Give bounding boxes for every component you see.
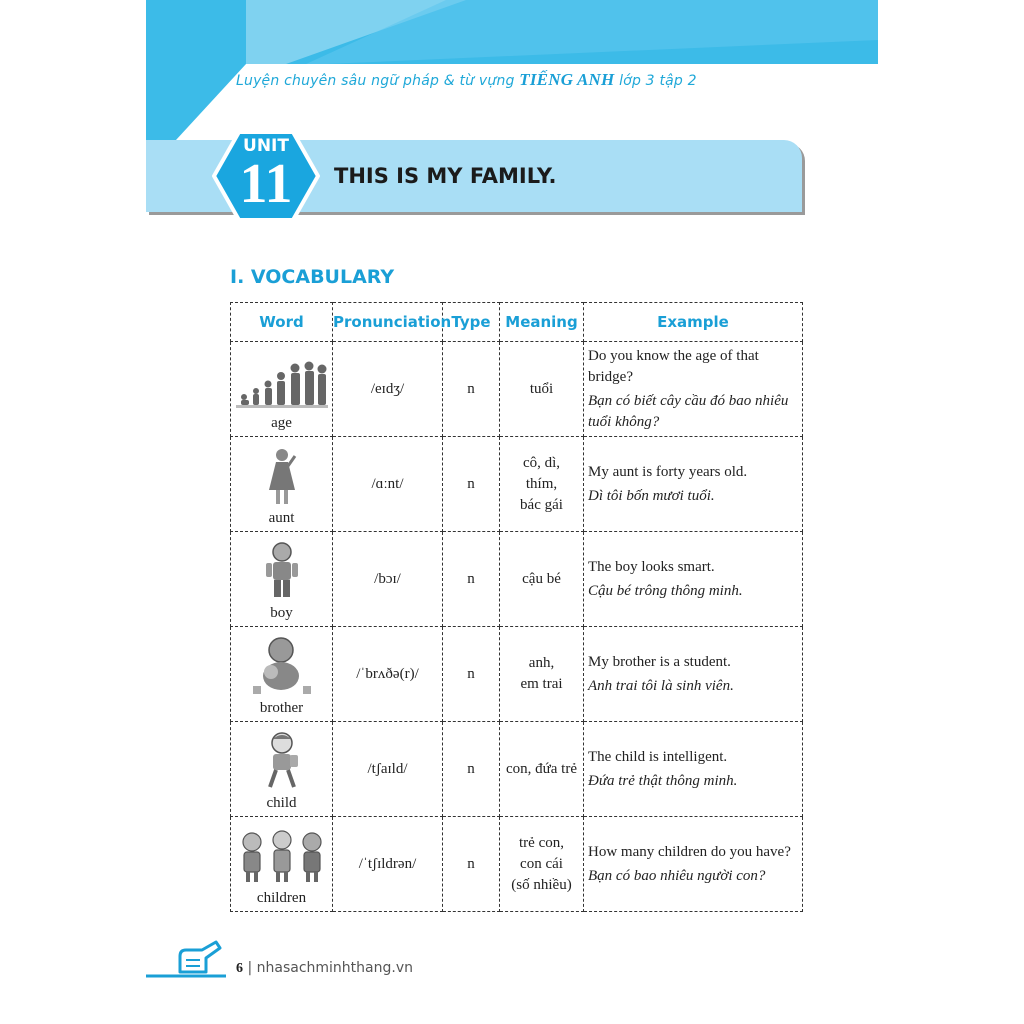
unit-title: THIS IS MY FAMILY. xyxy=(334,164,557,188)
type-cell: n xyxy=(443,437,500,532)
pronunciation-cell: /ˈbrʌðə(r)/ xyxy=(333,627,443,722)
table-row xyxy=(231,817,803,912)
table-row xyxy=(231,437,803,532)
example-vietnamese: Bạn có biết cây cầu đó bao nhiêu tuổi không? xyxy=(588,392,789,430)
example-vietnamese: Cậu bé trông thông minh. xyxy=(588,582,743,599)
example-vietnamese: Bạn có bao nhiêu người con? xyxy=(588,867,766,884)
table-row xyxy=(231,532,803,627)
series-prefix: Luyện chuyên sâu ngữ pháp & từ vựng xyxy=(236,73,515,89)
type-cell: n xyxy=(443,627,500,722)
word-label: brother xyxy=(259,699,304,716)
example-english: Do you know the age of that bridge? xyxy=(588,347,759,385)
vocabulary-table xyxy=(230,302,803,912)
meaning-line: cô, dì, xyxy=(522,454,561,471)
meaning-line: cậu bé xyxy=(522,570,561,587)
meaning-line: anh, xyxy=(528,655,555,671)
pronunciation-cell: /ˈtʃɪldrən/ xyxy=(333,817,443,912)
word-label: boy xyxy=(270,604,293,621)
children-icon xyxy=(236,826,328,888)
section-title: I. VOCABULARY xyxy=(230,266,395,288)
word-label: children xyxy=(256,889,307,906)
example-vietnamese: Anh trai tôi là sinh viên. xyxy=(588,677,734,694)
word-cell xyxy=(231,722,333,817)
example-cell xyxy=(584,722,803,817)
series-emph: TIẾNG ANH xyxy=(519,70,615,89)
age-icon xyxy=(236,351,328,413)
page-number: 6 xyxy=(236,961,243,976)
meaning-line: em trai xyxy=(520,676,563,692)
meaning-line: (số nhiều) xyxy=(511,876,572,893)
word-cell xyxy=(231,437,333,532)
example-english: How many children do you have? xyxy=(588,843,791,860)
meaning-cell xyxy=(500,342,584,437)
type-cell: n xyxy=(443,817,500,912)
header-meaning: Meaning xyxy=(500,303,584,342)
type-cell: n xyxy=(443,532,500,627)
meaning-cell xyxy=(500,532,584,627)
meaning-line: bác gái xyxy=(520,496,563,513)
aunt-icon xyxy=(262,446,302,508)
unit-label: UNIT xyxy=(243,136,289,156)
footer-separator: | xyxy=(247,960,253,976)
header-pronunciation: Pronunciation xyxy=(333,303,443,342)
page-footer xyxy=(236,960,413,977)
example-cell xyxy=(584,532,803,627)
meaning-cell xyxy=(500,437,584,532)
meaning-line: trẻ con, xyxy=(519,834,564,851)
type-cell: n xyxy=(443,722,500,817)
meaning-line: tuổi xyxy=(529,380,554,397)
header-example: Example xyxy=(584,303,803,342)
writing-hand-icon xyxy=(146,940,226,980)
example-cell xyxy=(584,437,803,532)
example-english: My brother is a student. xyxy=(588,653,731,670)
meaning-line: thím, xyxy=(525,475,558,492)
header-word: Word xyxy=(231,303,333,342)
word-label: child xyxy=(266,794,297,811)
example-cell xyxy=(584,817,803,912)
example-cell xyxy=(584,627,803,722)
brother-icon xyxy=(247,636,317,698)
footer-site: nhasachminhthang.vn xyxy=(256,960,413,976)
meaning-line: con cái xyxy=(520,855,563,872)
pronunciation-cell: /eɪdʒ/ xyxy=(333,342,443,437)
table-row xyxy=(231,627,803,722)
pronunciation-cell: /tʃaɪld/ xyxy=(333,722,443,817)
page xyxy=(146,0,878,1024)
child-icon xyxy=(260,731,304,793)
example-english: My aunt is forty years old. xyxy=(588,463,748,480)
meaning-cell xyxy=(500,817,584,912)
table-header-row xyxy=(231,303,803,342)
type-cell: n xyxy=(443,342,500,437)
table-row xyxy=(231,342,803,437)
example-english: The boy looks smart. xyxy=(588,558,715,575)
unit-number: 11 xyxy=(239,153,293,215)
example-english: The child is intelligent. xyxy=(588,748,728,765)
pronunciation-cell: /ɑːnt/ xyxy=(333,437,443,532)
table-row xyxy=(231,722,803,817)
series-suffix: lớp 3 tập 2 xyxy=(619,73,697,89)
pronunciation-cell: /bɔɪ/ xyxy=(333,532,443,627)
word-cell xyxy=(231,817,333,912)
word-label: age xyxy=(271,414,292,431)
word-cell xyxy=(231,532,333,627)
example-vietnamese: Dì tôi bốn mươi tuổi. xyxy=(588,487,715,504)
word-label: aunt xyxy=(268,509,295,526)
header-type: Type xyxy=(443,303,500,342)
example-cell xyxy=(584,342,803,437)
word-cell xyxy=(231,342,333,437)
meaning-cell xyxy=(500,722,584,817)
example-vietnamese: Đứa trẻ thật thông minh. xyxy=(588,772,738,789)
series-title xyxy=(236,70,697,90)
word-cell xyxy=(231,627,333,722)
meaning-line: con, đứa trẻ xyxy=(505,760,577,777)
boy-icon xyxy=(262,541,302,603)
meaning-cell xyxy=(500,627,584,722)
